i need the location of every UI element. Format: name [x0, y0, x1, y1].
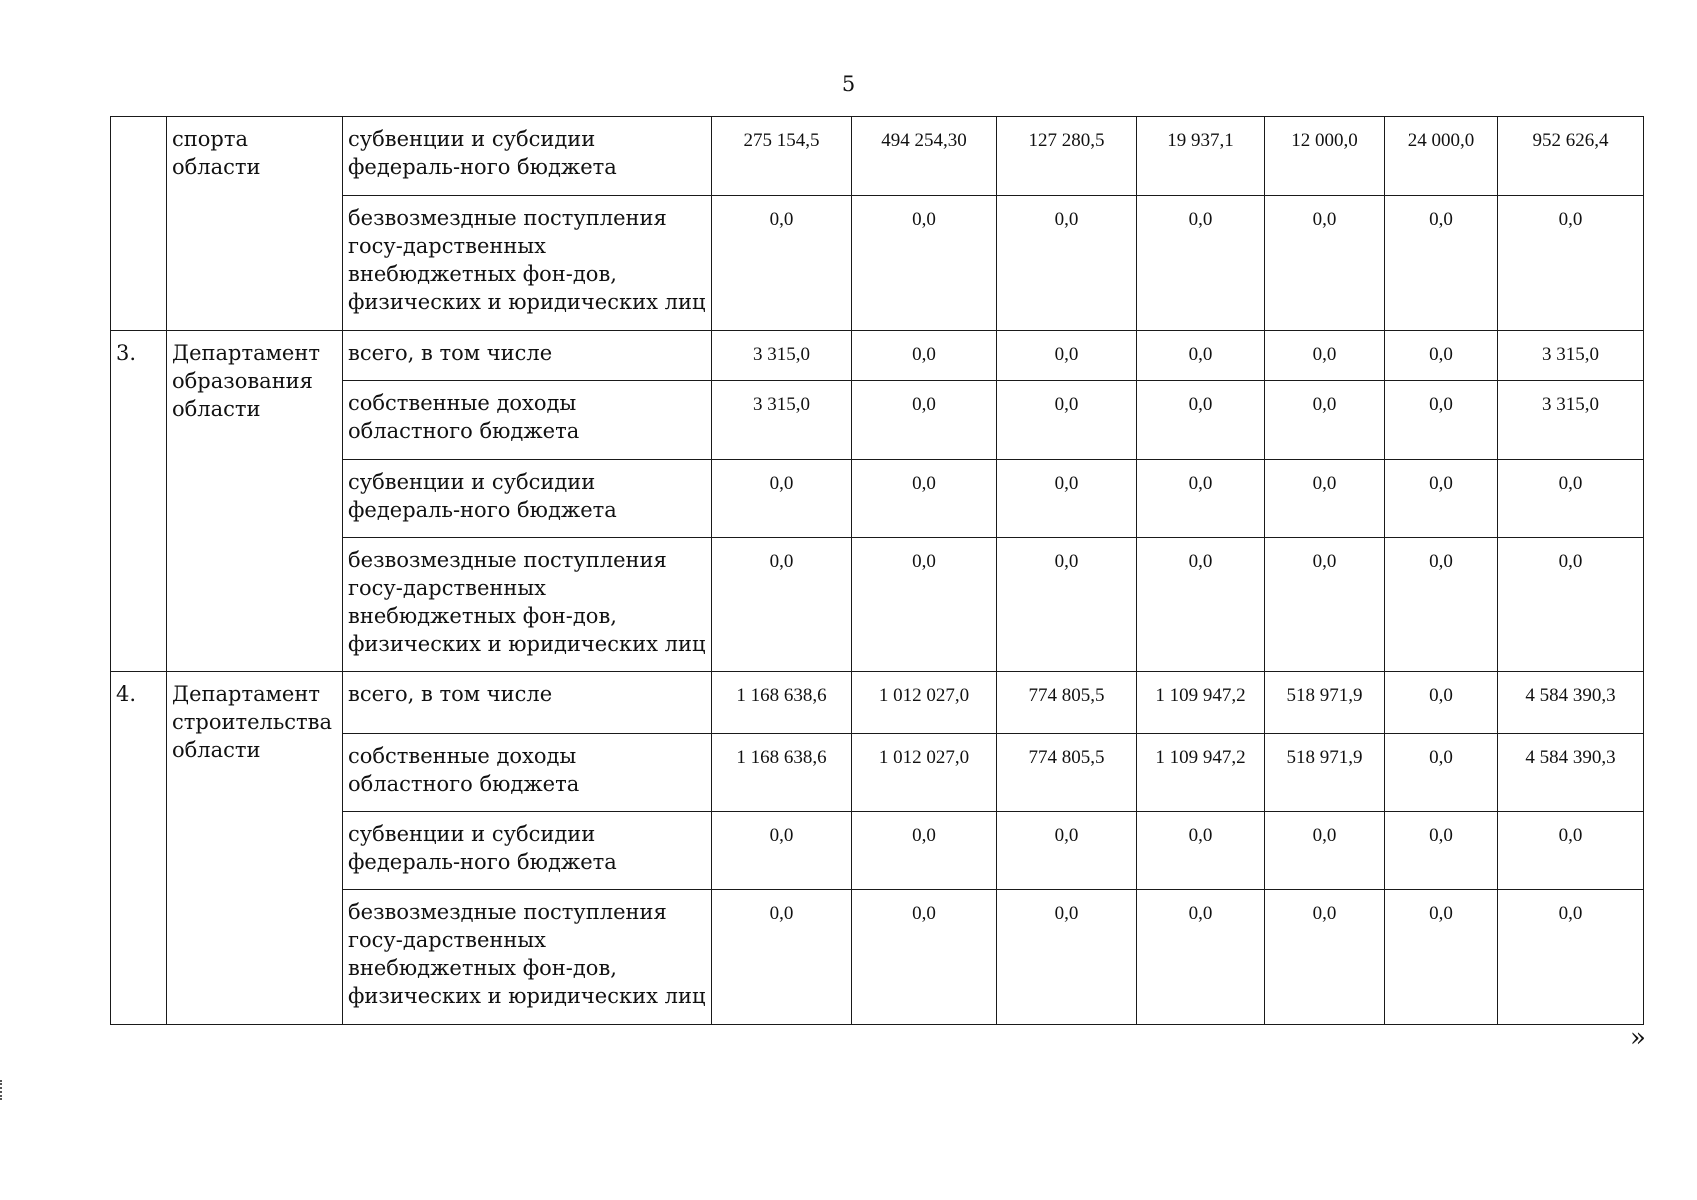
table-row — [111, 672, 1644, 734]
value-cell: 3 315,0 — [1498, 381, 1644, 460]
value-cell: 0,0 — [1385, 538, 1498, 672]
page-number: 5 — [841, 72, 856, 96]
funding-source-cell: собственные доходы областного бюджета — [343, 381, 712, 460]
value-cell: 0,0 — [1498, 196, 1644, 331]
value-cell: 0,0 — [1385, 460, 1498, 538]
value-cell: 0,0 — [852, 381, 997, 460]
funding-source-cell: безвозмездные поступления госу-дарственных внебюджетных фон-дов, физических и юридических лиц — [343, 196, 712, 331]
value-cell: 0,0 — [1137, 196, 1265, 331]
value-cell: 0,0 — [712, 812, 852, 890]
value-cell: 0,0 — [1385, 331, 1498, 381]
value-cell: 0,0 — [1385, 812, 1498, 890]
value-cell: 4 584 390,3 — [1498, 734, 1644, 812]
value-cell: 0,0 — [1385, 672, 1498, 734]
table-row — [111, 331, 1644, 381]
department-cell: Департамент образования области — [167, 331, 343, 672]
value-cell: 0,0 — [997, 331, 1137, 381]
value-cell: 0,0 — [1265, 812, 1385, 890]
value-cell: 1 168 638,6 — [712, 672, 852, 734]
value-cell: 127 280,5 — [997, 117, 1137, 196]
value-cell: 1 012 027,0 — [852, 672, 997, 734]
value-cell: 518 971,9 — [1265, 672, 1385, 734]
value-cell: 3 315,0 — [712, 381, 852, 460]
value-cell: 0,0 — [1137, 890, 1265, 1025]
value-cell: 518 971,9 — [1265, 734, 1385, 812]
value-cell: 0,0 — [1385, 734, 1498, 812]
funding-source-cell: субвенции и субсидии федераль-ного бюджета — [343, 812, 712, 890]
value-cell: 0,0 — [1137, 460, 1265, 538]
value-cell: 0,0 — [852, 812, 997, 890]
value-cell: 0,0 — [1265, 890, 1385, 1025]
value-cell: 275 154,5 — [712, 117, 852, 196]
value-cell: 0,0 — [852, 331, 997, 381]
value-cell: 0,0 — [852, 196, 997, 331]
row-number-cell — [111, 117, 167, 331]
department-cell: Департамент строительства области — [167, 672, 343, 1025]
value-cell: 0,0 — [997, 890, 1137, 1025]
value-cell: 1 109 947,2 — [1137, 672, 1265, 734]
value-cell: 0,0 — [997, 460, 1137, 538]
value-cell: 0,0 — [1137, 331, 1265, 381]
value-cell: 4 584 390,3 — [1498, 672, 1644, 734]
value-cell: 0,0 — [712, 890, 852, 1025]
closing-quote-mark: » — [1630, 1023, 1646, 1053]
value-cell: 0,0 — [1137, 538, 1265, 672]
scan-edge-mark — [0, 1080, 7, 1100]
value-cell: 0,0 — [997, 538, 1137, 672]
funding-source-cell: безвозмездные поступления госу-дарственных внебюджетных фон-дов, физических и юридических лиц — [343, 890, 712, 1025]
value-cell: 0,0 — [1385, 381, 1498, 460]
table-row — [111, 117, 1644, 196]
value-cell: 3 315,0 — [1498, 331, 1644, 381]
value-cell: 0,0 — [1265, 331, 1385, 381]
value-cell: 0,0 — [712, 460, 852, 538]
funding-source-cell: собственные доходы областного бюджета — [343, 734, 712, 812]
value-cell: 0,0 — [1265, 460, 1385, 538]
funding-source-cell: всего, в том числе — [343, 672, 712, 734]
value-cell: 0,0 — [1498, 890, 1644, 1025]
value-cell: 0,0 — [997, 812, 1137, 890]
value-cell: 0,0 — [852, 890, 997, 1025]
value-cell: 0,0 — [1137, 381, 1265, 460]
value-cell: 12 000,0 — [1265, 117, 1385, 196]
department-cell: спорта области — [167, 117, 343, 331]
value-cell: 0,0 — [1137, 812, 1265, 890]
funding-source-cell: субвенции и субсидии федераль-ного бюджета — [343, 460, 712, 538]
value-cell: 774 805,5 — [997, 672, 1137, 734]
value-cell: 24 000,0 — [1385, 117, 1498, 196]
budget-table — [110, 116, 1644, 1025]
value-cell: 1 012 027,0 — [852, 734, 997, 812]
value-cell: 774 805,5 — [997, 734, 1137, 812]
row-number-cell: 3. — [111, 331, 167, 672]
value-cell: 3 315,0 — [712, 331, 852, 381]
value-cell: 0,0 — [997, 196, 1137, 331]
value-cell: 0,0 — [1498, 538, 1644, 672]
value-cell: 0,0 — [712, 538, 852, 672]
value-cell: 0,0 — [1385, 196, 1498, 331]
value-cell: 0,0 — [852, 460, 997, 538]
value-cell: 0,0 — [1265, 381, 1385, 460]
value-cell: 494 254,30 — [852, 117, 997, 196]
value-cell: 0,0 — [712, 196, 852, 331]
value-cell: 0,0 — [1265, 538, 1385, 672]
value-cell: 1 109 947,2 — [1137, 734, 1265, 812]
value-cell: 1 168 638,6 — [712, 734, 852, 812]
value-cell: 0,0 — [997, 381, 1137, 460]
value-cell: 952 626,4 — [1498, 117, 1644, 196]
funding-source-cell: всего, в том числе — [343, 331, 712, 381]
value-cell: 0,0 — [1265, 196, 1385, 331]
value-cell: 0,0 — [852, 538, 997, 672]
value-cell: 19 937,1 — [1137, 117, 1265, 196]
value-cell: 0,0 — [1385, 890, 1498, 1025]
funding-source-cell: безвозмездные поступления госу-дарственных внебюджетных фон-дов, физических и юридических лиц — [343, 538, 712, 672]
value-cell: 0,0 — [1498, 812, 1644, 890]
value-cell: 0,0 — [1498, 460, 1644, 538]
funding-source-cell: субвенции и субсидии федераль-ного бюджета — [343, 117, 712, 196]
row-number-cell: 4. — [111, 672, 167, 1025]
